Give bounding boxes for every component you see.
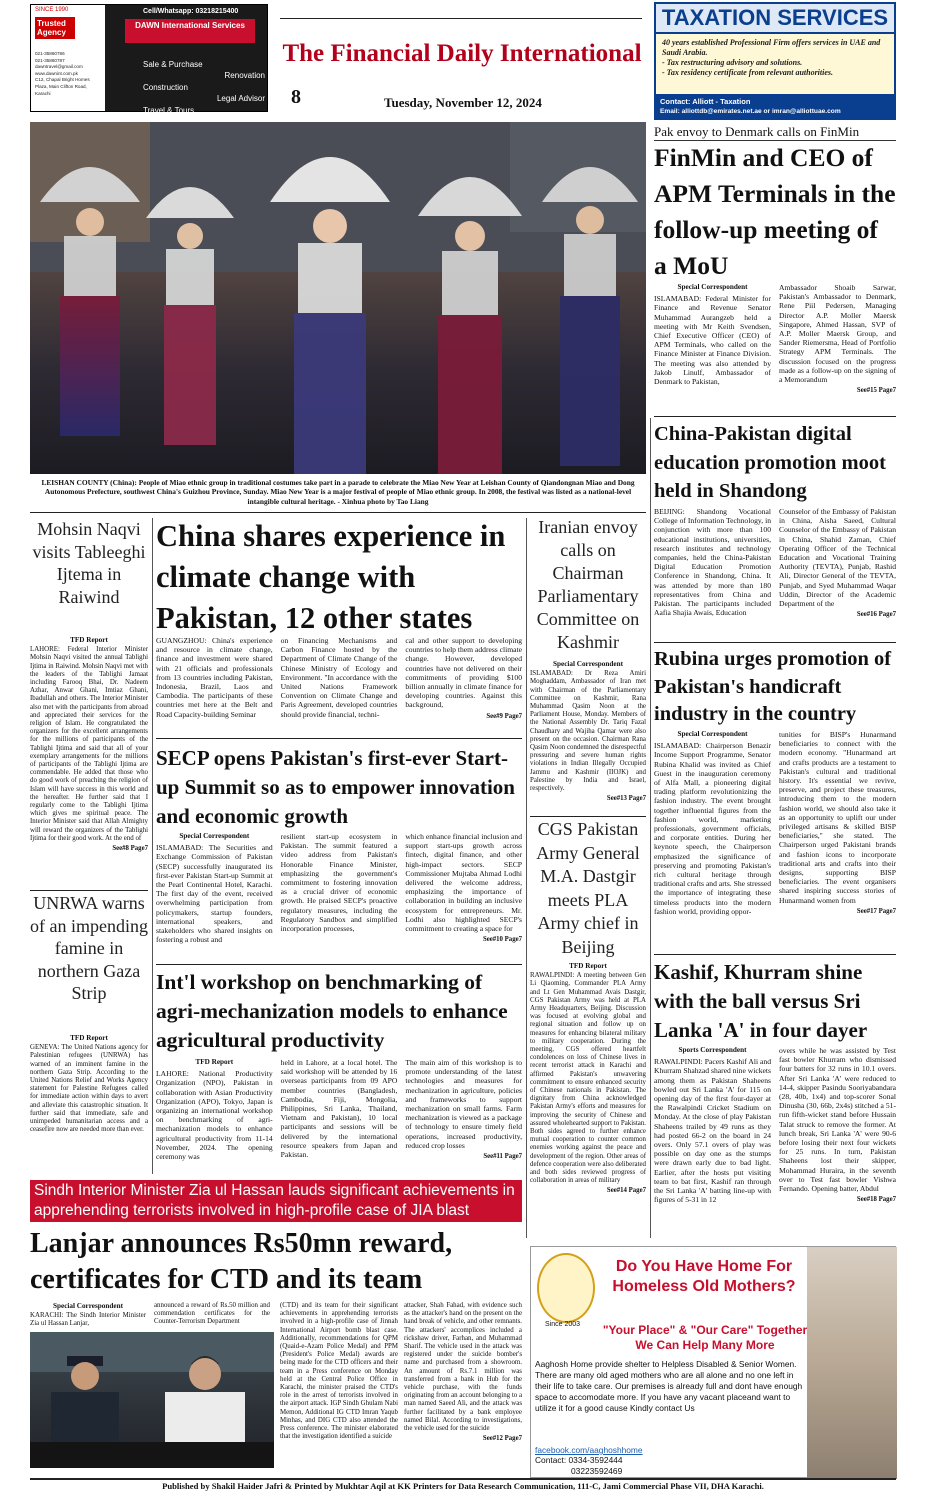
finmin-col1: ISLAMABAD: Federal Minister for Finance and Revenue Senator Muhammad Aurangzeb held a meeting with Mr Keith Svendsen, Chief Executive Officer (CEO) of APM Terminals, who called on the Finance Minister at Finance Division. The meeting was also attended by Jakob Linulf, Ambassador of Denmark to Pakistan, (654, 294, 771, 387)
lanjar-col1: KARACHI: The Sindh Interior Minister Zia ul Hassan Lanjar, (30, 1312, 146, 1328)
agency-service-4: Legal Advisor (216, 94, 265, 104)
rubina-headline: Rubina urges promotion of Pakistan's handicraft industry in the country (654, 648, 892, 725)
climate-continue: See#9 Page7 (486, 712, 523, 720)
finmin-story (654, 283, 896, 395)
secp-col1: ISLAMABAD: The Securities and Exchange Commission of Pakistan (SECP) successfully inaugurated its first-ever Pakistan Start-up Summit at the Pearl Continental Hotel, Karachi. The first day of the event, received overwhelming participation from policymakers, startup founders, international speakers, and stakeholders who shared insights on fostering a robust and (156, 843, 273, 945)
agency-service-5: Travel & Tours (143, 105, 195, 115)
secp-col2: resilient start-up ecosystem in Pakistan. The summit featured a video address from Pakistan's Honorable Finance Minister, emphasizing the government's commitment to fostering innovation as a crucial driver of economic growth. He praised SECP's proactive regulatory measures, including the Regulatory Sandbox and simplified incorporation processes, (280, 832, 398, 934)
finmin-col2: Ambassador Shoaib Sarwar, Pakistan's Ambassador to Denmark, Rene Piil Pedersen, Managing Director A.P. Moller Maersk Singapore, Ahmed Hassan, SVP of A.P. Moller Maersk Group, and Sander Riemersma, Head of Portfolio Strategy APM Terminals. The discussion focused on the progress made as a follow-up on the signing of a Memorandum (779, 283, 896, 385)
rubina-byline: Special Correspondent (677, 730, 748, 738)
taxation-ad-body (656, 34, 894, 94)
digital-col2: Counselor of the Embassy of Pakistan in China, Aisha Saeed, Cultural Counselor of the Embassy of Pakistan in China, Shahid Zaman, Chief Operating Officer of the Technical Education and Vocational Training Authority (TEVTA), Punjab, Rashid Ali, Director General of the TEVTA, Punjab, and Syed Muhammad Waqar Uddin, Director of the Academic Department of the (779, 507, 896, 609)
imprint-footer: Published by Shakil Haider Jafri & Printed by Mukhtar Aqil at KK Printers for Data Research Communication, 111-C, Jami Commercial Phase VII, DHA Karachi. (162, 1481, 764, 1491)
parade-illustration (30, 122, 646, 474)
kashif-story (654, 1046, 896, 1206)
elderly-woman-photo (807, 1247, 897, 1479)
digital-story (654, 507, 896, 619)
aaghosh-tagline: "Your Place" & "Our Care" Together We Can Help Many More (602, 1323, 808, 1352)
aaghosh-headline: Do You Have Home For Homeless Old Mothers? (612, 1258, 796, 1295)
agency-phone-2: 021-35860787 (35, 57, 65, 63)
secp-continue: See#10 Page7 (482, 936, 523, 944)
agency-website: www.dawnint.com.pk (35, 70, 78, 76)
taxation-ad-title: TAXATION SERVICES (656, 4, 894, 32)
photo-caption: LEISHAN COUNTY (China): People of Miao ethnic group in traditional costumes take part in a parade to celebrate the Miao New Year at Leishan County of Qiandongnan Miao and Dong Autonomous Prefecture, southwest China's Guizhou Province, Sunday. Miao New Year is a major festival of people of Miao ethnic group. In 2008, the festival was listed as a national-level intangible cultural heritage. - Xinhua photo by Tao Liang (41, 478, 635, 506)
kashif-byline: Sports Correspondent (678, 1046, 747, 1054)
rubina-story (654, 730, 896, 918)
climate-col3: cal and other support to developing countries to help them address climate change. However, developed countries have not delivered on their commitments of providing $100 billion annually in climate finance for developing countries. Against this background, (405, 636, 523, 710)
iran-continue: See#13 Page7 (606, 795, 646, 803)
lanjar-byline: Special Correspondent (53, 1302, 123, 1310)
digital-continue: See#16 Page7 (856, 611, 896, 619)
agency-whatsapp: Cell/Whatsapp: 03218215400 (143, 8, 239, 15)
aaghosh-facebook-link[interactable]: facebook.com/aaghoshhome (535, 1445, 643, 1455)
taxation-ad-contact: Contact: Alliott - Taxation (660, 97, 751, 106)
agency-service-3: Construction (143, 82, 188, 92)
agency-service-2: Renovation (224, 71, 265, 81)
agency-badge: Trusted Agency (35, 17, 75, 39)
aaghosh-body: Aaghosh Home provide shelter to Helpless Disabled & Senior Women. There are many old aged mothers who are all alone and no one left in their life to take care. Our premises is already full and dont have enough space to accomodate more. If you have any vacant placeand want to utilize it for a good cause Kindly contact Us (535, 1359, 803, 1413)
finmin-kicker: Pak envoy to Denmark calls on FinMin (654, 124, 896, 141)
rubina-col1: ISLAMABAD: Chairperson Benazir Income Support Programme, Senator Rubina Khalid was invited as Chief Guest in the inauguration ceremony of Alfa Mall, a pioneering digital trading platform revolutionizing the fashion industry. The event brought together influential figures from the fashion world, marketing professionals, government officials, and corporate entities. During her keynote speech, the Chairperson emphasized the significance of preserving and promoting Pakistan's rich cultural heritage through traditional crafts and arts. She stressed the importance of integrating these timeless products into the modern fashion world, providing oppor- (654, 741, 771, 916)
sindh-banner: Sindh Interior Minister Zia ul Hassan lauds significant achievements in apprehending terrorists involved in high-profile case of JIA blast (30, 1180, 522, 1222)
secp-byline: Special Correspondent (179, 832, 250, 840)
lead-photo (30, 122, 646, 474)
workshop-continue: See#11 Page7 (483, 1153, 523, 1161)
newspaper-title: The Financial Daily International (282, 40, 642, 67)
climate-story (156, 636, 522, 721)
lanjar-col4-wrap (404, 1302, 522, 1443)
press-conference-photo (30, 1332, 274, 1468)
lanjar-col4: attacker, Shah Fahad, with evidence such as the attacker's hand on the present on the hand break of vehicle, and other remnants. The attackers' accomplices included a rickshaw driver, Farhan, and Muhammad Sharif. The vehicle used in the attack was registered under the suicide bomber's name and purchased from a showroom. An amount of Rs.7.1 million was transferred from a bank in Hub for the vehicle purchase, with the funds originating from an account belonging to a man named Saeed Ali, and the attack was further facilitated by a bank employee named Bilal. According to investigations, the vehicle used for the suicide (404, 1302, 522, 1433)
lanjar-headline: Lanjar announces Rs50mn reward, certificates for CTD and its team (30, 1228, 453, 1295)
cgs-continue: See#14 Page7 (606, 1187, 646, 1195)
cgs-headline: CGS Pakistan Army General M.A. Dastgir meets PLA Army chief in Beijing (536, 819, 640, 957)
officials-illustration (30, 1332, 274, 1468)
agency-name: DAWN International Services (125, 19, 255, 43)
page-number: 8 (291, 86, 301, 108)
lanjar-lead (30, 1302, 146, 1331)
naqvi-body: LAHORE: Federal Interior Minister Mohsin Naqvi visited the annual Tablighi Ijtima in Raiwind. Mohsin Naqvi met with the leaders of the Tablighi Jamaat including Farooq Bhai, Dr. Nadeem Azhar, Anwar Ghani, Imtiaz Ghani, Ibadullah and others. The Interior Minister also met with the participants from abroad and appreciated their services for the religion of Islam. He congratulated the organizers for the excellent arrangements for the millions of participants of the Tablighi Ijtima and said that all of your exemplary arrangements for the millions of participants of the Tablighi Ijtima are commendable. He added that those who do good work of preaching the religion of Islam will have success in this world and the hereafter. He further said that I regularly come to the Tablighi Ijtima which gives me spiritual peace. The Interior Minister said that Allah Almighty will reward the organizers of the Tablighi Ijtima for their good work. At the end of (30, 646, 148, 842)
iran-byline: Special Correspondent (553, 660, 623, 668)
digital-headline: China-Pakistan digital education promotion moot held in Shandong (654, 423, 886, 502)
taxation-ad (654, 2, 896, 120)
lanjar-col2: announced a reward of Rs.50 million and commendation certificates for the Counter-Terrorism Department (154, 1302, 270, 1326)
aaghosh-ad (530, 1246, 896, 1478)
agency-since: SINCE 1990 (35, 7, 69, 13)
lanjar-story (30, 1302, 524, 1468)
aaghosh-contact-2: 03223592469 (571, 1466, 623, 1476)
agency-service-1: Sale & Purchase (143, 60, 203, 69)
agency-address: C12, Chapal Bright Homes Plaza, Main Clifton Road, Karachi (35, 77, 90, 96)
unrwa-body: GENEVA: The United Nations agency for Palestinian refugees (UNRWA) has warned of an imminent famine in the northern Gaza Strip. According to the United Nations Relief and Works Agency statement for Palestine Refugees called for immediate action within days to avert and alleviate this catastrophic situation. It further said that immediate, safe and unimpeded humanitarian access and a ceasefire now are needed more than ever. (30, 1044, 148, 1134)
workshop-byline: TFD Report (195, 1058, 234, 1066)
unrwa-byline: TFD Report (70, 1034, 108, 1042)
workshop-story (156, 1058, 522, 1163)
lanjar-col3: (CTD) and its team for their significant achievements in apprehending terrorists involved in a high-profile case of Jinnah International Airport bomb blast case. Additionally, recommendations for QPM (Quaid-e-Azam Police Medal) and PPM (President's Police Medal) awards are being made for the CTD officers and their team in a Press conference on Monday held at the Central Police Office in Karachi, the minister praised the CTD's role in the arrest of terrorists involved in the airport attack. IGP Sindh Ghulam Nabi Memon, Additional IG CTD Imran Yaqub Minhas, and DIG CTD also attended the Press conference. The minister elaborated that the investigation identified a suicide (280, 1302, 398, 1441)
taxation-ad-line-3: - Tax residency certificate from relevant authorities. (662, 68, 834, 77)
cgs-byline: TFD Report (569, 962, 607, 970)
kashif-continue: See#18 Page7 (856, 1196, 896, 1204)
secp-col3: which enhance financial inclusion and support start-ups growth across fintech, digital finance, and other high-impact sectors. SECP Commissioner Mujtaba Ahmad Lodhi delivered the welcome address, emphasizing the importance of collaboration in building an inclusive ecosystem for entrepreneurs. Mr. Lodhi also highlighted SECP's commitment to creating a space for (405, 832, 523, 934)
aaghosh-since: Since 2003 (545, 1321, 581, 1328)
aaghosh-contact: Contact: 0334-3592444 (535, 1455, 623, 1465)
naqvi-headline: Mohsin Naqvi visits Tableeghi Ijtema in Raiwind (32, 519, 146, 607)
kashif-col2: overs while he was assisted by Test fast bowler Khurram who dismissed four batters for 32 runs in 10.1 overs. After Sri Lanka 'A' were reduced to 14-4, skipper Pasindu Sooriyabandara (28, 40b, 1x4) and top-scorer Sonal Dinusha (30, 66b, 2x4s) stitched a 51-run fifth-wicket stand before Hussain Talat struck to remove the former. At lunch break, Sri Lanka 'A' were 90-6 before losing their next four wickets for 25 runs. In turn, Pakistan Shaheens lost their skipper, Mohammad Huraira, in the seventh over to Test fast bowler Vishwa Fernando. Opening batter, Abdul (779, 1046, 896, 1194)
lanjar-continue: See#12 Page7 (482, 1435, 522, 1443)
naqvi-continue: See#8 Page7 (112, 845, 148, 853)
workshop-col3: The main aim of this workshop is to promote understanding of the latest technologies and measures for mechanization in agriculture, policies and frameworks to support mechanization on small farms. Farm mechanization is viewed as a package of technology to ensure timely field operations, increased productivity, reduced crop losses (405, 1058, 523, 1150)
workshop-col1: LAHORE: National Productivity Organization (NPO), Pakistan in collaboration with Asian Productivity Organization (APO), Tokyo, Japan is organizing an international workshop on benchmarking of agri-mechanization models to enhance agricultural productivity from 11-14 November, 2024. The opening ceremony was (156, 1069, 273, 1162)
finmin-byline: Special Correspondent (677, 283, 748, 291)
naqvi-byline: TFD Report (70, 636, 108, 644)
iran-headline: Iranian envoy calls on Chairman Parliamentary Committee on Kashmir (536, 517, 640, 652)
finmin-continue: See#15 Page7 (856, 387, 896, 395)
unrwa-headline: UNRWA warns of an impending famine in northern Gaza Strip (30, 893, 148, 1003)
agency-services (143, 59, 265, 116)
unrwa-story (30, 1034, 148, 1136)
lanjar-col2-wrap (154, 1302, 270, 1329)
digital-col1: BEIJING: Shandong Vocational College of Information Technology, in conjunction with more than 100 educational institutions, universities, research institutes and technology companies, held the China-Pakistan Digital Education Promotion Conference in Shandong, China. It was attended by more than 180 representatives from China and Pakistan. The participants included Aafia Shajia Awais, Education (654, 507, 771, 618)
taxation-ad-line-1: 40 years established Professional Firm offers services in UAE and Saudi Arabia. (662, 38, 881, 57)
workshop-col2: held in Lahore, at a local hotel. The said workshop will be attended by 16 overseas participants from 09 APO member countries (Bangladesh, Cambodia, Fiji, Mongolia, Philippines, Sri Lanka, Thailand, Vietnam and Pakistan), 10 local participants and sessions will be delivered by the international resource speakers from Japan and Pakistan. (280, 1058, 398, 1160)
aaghosh-logo (537, 1253, 595, 1323)
taxation-ad-line-2: - Tax restructuring advisory and solutions. (662, 58, 803, 67)
secp-headline: SECP opens Pakistan's first-ever Start-up Summit so as to empower innovation and economic growth (156, 746, 515, 828)
climate-headline: China shares experience in climate change with Pakistan, 12 other states (156, 519, 506, 635)
secp-story (156, 832, 522, 946)
agency-contacts (35, 51, 103, 97)
taxation-ad-email: Email: alliottdb@emirates.net.ae or imran@alliottuae.com (660, 108, 841, 115)
cgs-body: RAWALPINDI: A meeting between Gen Li Qiaoming, Commander PLA Army and Lt Gen Muhammad Avais Dastgir, CGS Pakistan Army was held at PLA Army Headquarters, Beijing. Discussion was focused at evolving global and regional situation and follow up on measures for enhancing bilateral military to military cooperation. During the meeting, CGS offered heartfelt condolences on loss of Chinese lives in recent terrorist attack in Karachi and affirmed Pakistan's unwavering commitment to ensure enhanced security of Chinese nationals in Pakistan. The dignitary from China acknowledged Pakistan Army's efforts and measures for improving the security of Chinese and assured wholehearted support to Pakistan. Both sides agreed to further enhance mutual cooperation to counter common enemies working against the peace and development of the region. Other areas of defence cooperation were also deliberated and both sides reviewed progress of collaboration in areas of military (530, 972, 646, 1185)
workshop-headline: Int'l workshop on benchmarking of agri-mechanization models to enhance agricultural productivity (156, 970, 508, 1052)
climate-col2: on Financing Mechanisms and Carbon Finance hosted by the Department of Climate Change of the Chinese Ministry of Ecology and Environment. "In accordance with the United Nations Framework Convention on Climate Change and Paris Agreement, developed countries should provide financial, techni- (280, 636, 398, 719)
issue-date: Tuesday, November 12, 2024 (384, 95, 542, 110)
agency-ad (30, 4, 268, 115)
finmin-headline: FinMin and CEO of APM Terminals in the follow-up meeting of a MoU (654, 143, 896, 280)
agency-phone-1: 021-35860786 (35, 51, 65, 56)
agency-logo-panel (31, 5, 105, 111)
kashif-col1: RAWALPINDI: Pacers Kashif Ali and Khurram Shahzad shared nine wickets among them as Pakistan Shaheens bowled out Sri Lanka 'A' for 115 on opening day of the first four-dayer at the Rawalpindi Cricket Stadium on Monday. At the close of play Pakistan Shaheens trailed by 49 runs as they had posted 66-2 on the board in 24 overs. Only 57.1 overs of play was possible on day one as the stumps were drawn early due to bad light. Earlier, after the hosts put visiting team to bat first, Kashif ran through the Sri Lanka 'A' batting line-up with figures of 5-31 in 12 (654, 1057, 771, 1205)
rubina-continue: See#17 Page7 (856, 907, 896, 915)
iran-story (530, 660, 646, 803)
kashif-headline: Kashif, Khurram shine with the ball versus Sri Lanka 'A' in four dayer (654, 960, 868, 1042)
climate-col1: GUANGZHOU: China's experience and resource in climate change, finance and investment were shared with 21 officials and professionals from 13 countries including Pakistan, Indonesia, Brazil, Laos and Cambodia. The participants of these countries met here at the Belt and Road Capacity-building Seminar (156, 636, 273, 719)
cgs-story (530, 962, 646, 1196)
rubina-col2: tunities for BISP's Hunarmand beneficiaries to connect with the modern economy. "Hunarmand art and crafts products are a testament to Pakistan's cultural and traditional history. It's essential we revive, preserve, and project these treasures, introducing them to the modern fashion world, we should also take it as an opportunity to uplift our under privileged artisans & skilled BISP beneficiaries," she stated. The Chairperson urged Pakistani brands and fashion icons to incorporate traditional arts and crafts into their designs, supporting BISP beneficiaries. The event organisers shared inspiring success stories of Hunarmand women from (779, 730, 896, 905)
iran-body: ISLAMABAD: Dr Reza Amiri Moghaddam, Ambassador of Iran met with Chairman of the Parliamentary Committee on Kashmir, Rana Muhammad Qasim Noon at the Parliament House, Monday. Members of the National Assembly Dr. Tariq Fazal Chaudhary and Wajiha Qamar were also present on the occasion. Chairman Rana Qasim Noon condemned the disrespectful pressuring and severe human rights violations in Indian Illegally Occupied Jammu and Kashmir (IIOJK) and Palestine by India and Israel, respectively. (530, 670, 646, 793)
naqvi-story (30, 636, 148, 853)
lanjar-col3-wrap (280, 1302, 398, 1443)
agency-email: dawntravel@gmail.com (35, 64, 83, 70)
